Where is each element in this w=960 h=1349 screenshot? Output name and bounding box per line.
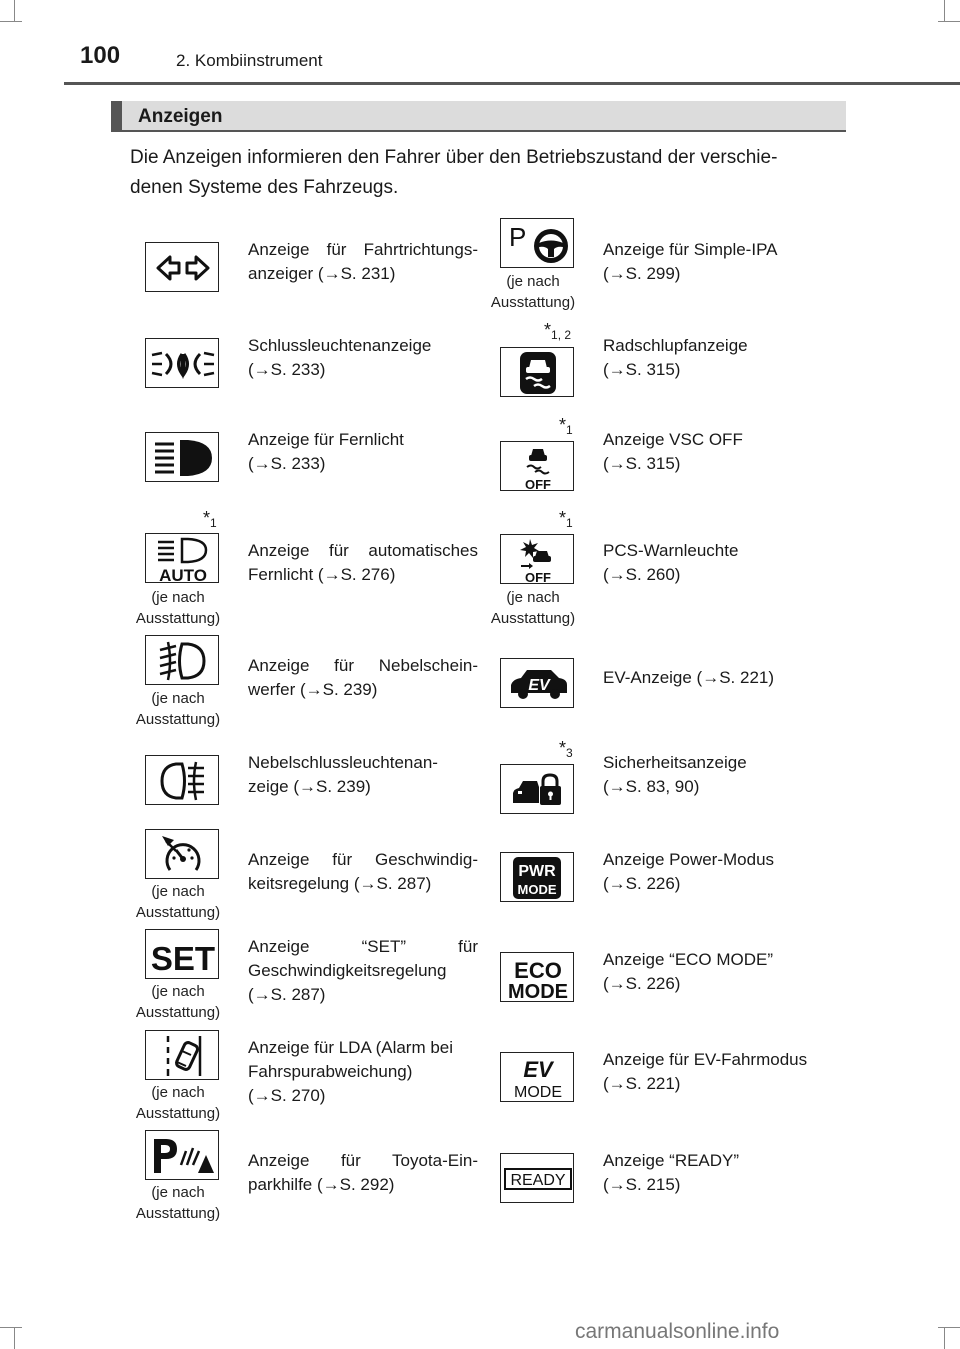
- header-divider: [64, 82, 960, 85]
- crop-mark: [944, 1327, 945, 1349]
- description-line: Geschwindigkeitsregelung: [248, 961, 447, 980]
- footnote-star: *: [203, 508, 211, 528]
- description-line: Sicherheitsanzeige: [603, 753, 747, 772]
- crop-mark: [944, 0, 945, 22]
- description-slip: [603, 334, 833, 382]
- crop-mark: [14, 0, 15, 22]
- lane-departure-icon: [145, 1030, 219, 1080]
- description-line: (→S. 315): [603, 454, 681, 473]
- description-line: (→S. 233): [248, 454, 326, 473]
- footnote-number: 3: [566, 746, 573, 760]
- description-ev: [603, 666, 833, 690]
- front-fog-light-icon: [145, 635, 219, 685]
- crop-mark: [938, 21, 960, 22]
- footnote-star: *: [544, 320, 552, 340]
- ev-label: EV: [528, 677, 550, 694]
- description-line: Schlussleuchtenanzeige: [248, 336, 432, 355]
- description-line: (→S. 221): [603, 1074, 681, 1093]
- description-line: anzeiger (→S. 231): [248, 264, 396, 283]
- availability-note: [483, 271, 583, 313]
- note-line: (je nach: [151, 883, 205, 900]
- footnote-number: 1: [566, 423, 573, 437]
- ready-label: READY: [510, 1172, 566, 1189]
- availability-note: [483, 587, 583, 629]
- description-line: PCS-Warnleuchte: [603, 541, 739, 560]
- description-line: parkhilfe (→S. 292): [248, 1175, 395, 1194]
- intro-paragraph: [130, 143, 850, 203]
- footnote-number: 1, 2: [551, 328, 572, 342]
- crop-mark: [14, 1327, 15, 1349]
- crop-mark: [938, 1327, 960, 1328]
- note-line: (je nach: [506, 273, 560, 290]
- tail-light-icon: [145, 338, 219, 388]
- description-front-fog: [248, 654, 478, 702]
- description-turn-signal: [248, 238, 478, 286]
- description-pcs: [603, 539, 833, 587]
- description-line: (→S. 315): [603, 360, 681, 379]
- page-number: 100: [80, 42, 121, 69]
- note-line: (je nach: [151, 983, 205, 1000]
- description-line: Fernlicht (→S. 276): [248, 565, 396, 584]
- high-beam-icon: [145, 432, 219, 482]
- security-indicator-icon: [500, 764, 574, 814]
- ev-indicator-icon: [500, 658, 574, 708]
- crop-mark: [0, 1327, 22, 1328]
- crop-mark: [0, 21, 22, 22]
- description-auto-high-beam: [248, 539, 478, 587]
- footnote-star: *: [559, 738, 567, 758]
- description-lda: [248, 1036, 478, 1108]
- availability-note: [128, 981, 228, 1023]
- note-line: Ausstattung): [135, 1004, 221, 1021]
- description-line: Nebelschlussleuchtenan-: [248, 753, 438, 772]
- note-line: Ausstattung): [135, 711, 221, 728]
- section-title: Anzeigen: [138, 106, 223, 127]
- description-line: Anzeige “READY”: [603, 1151, 740, 1170]
- description-line: Anzeige für Fernlicht: [248, 430, 404, 449]
- description-line: Anzeige für Simple-IPA: [603, 240, 778, 259]
- availability-note: [128, 587, 228, 629]
- description-line: (→S. 299): [603, 264, 681, 283]
- description-line: Anzeige “ECO MODE”: [603, 950, 774, 969]
- description-line: Radschlupfanzeige: [603, 336, 748, 355]
- description-eco-mode: [603, 948, 833, 996]
- description-ev-mode: [603, 1048, 833, 1096]
- description-line: Anzeige für Nebelschein-: [248, 656, 478, 675]
- footnote-marker: [559, 415, 573, 437]
- description-line: Anzeige für Geschwindig-: [248, 850, 478, 869]
- availability-note: [128, 1082, 228, 1124]
- description-security: [603, 751, 833, 799]
- availability-note: [128, 1182, 228, 1224]
- ready-icon: [500, 1153, 574, 1203]
- ev-label: EV: [523, 1057, 553, 1082]
- set-icon: [145, 929, 219, 979]
- description-ready: [603, 1149, 833, 1197]
- note-line: Ausstattung): [135, 610, 221, 627]
- footnote-star: *: [559, 415, 567, 435]
- description-rear-fog: [248, 751, 478, 799]
- availability-note: [128, 688, 228, 730]
- footnote-marker: [559, 738, 573, 760]
- description-line: zeige (→S. 239): [248, 777, 371, 796]
- description-line: Anzeige für automatisches: [248, 541, 478, 560]
- simple-ipa-icon: [500, 218, 574, 268]
- note-line: Ausstattung): [135, 904, 221, 921]
- description-line: EV-Anzeige (→S. 221): [603, 668, 775, 687]
- description-parking-assist: [248, 1149, 478, 1197]
- power-mode-icon: [500, 852, 574, 902]
- mode-label: MODE: [514, 1084, 562, 1101]
- description-line: (→S. 226): [603, 874, 681, 893]
- note-line: Ausstattung): [135, 1105, 221, 1122]
- pcs-warning-icon: [500, 534, 574, 584]
- off-label: OFF: [525, 477, 551, 492]
- watermark: carmanualsonline.info: [575, 1320, 780, 1343]
- description-line: Anzeige für Fahrtrichtungs-: [248, 240, 478, 259]
- footnote-star: *: [559, 508, 567, 528]
- description-line: (→S. 260): [603, 565, 681, 584]
- eco-mode-icon: [500, 952, 574, 1002]
- availability-note: [128, 881, 228, 923]
- footnote-marker: [559, 508, 573, 530]
- description-line: (→S. 215): [603, 1175, 681, 1194]
- mode-label: MODE: [508, 981, 568, 1003]
- description-line: Anzeige für LDA (Alarm bei: [248, 1038, 454, 1057]
- description-line: Fahrspurabweichung): [248, 1062, 413, 1081]
- description-line: Anzeige VSC OFF: [603, 430, 743, 449]
- description-line: (→S. 287): [248, 985, 326, 1004]
- footnote-marker: [203, 508, 217, 530]
- cruise-control-icon: [145, 829, 219, 879]
- note-line: (je nach: [506, 589, 560, 606]
- footnote-number: 1: [210, 516, 217, 530]
- description-line: Anzeige für EV-Fahrmodus: [603, 1050, 808, 1069]
- footnote-number: 1: [566, 516, 573, 530]
- set-label: SET: [150, 940, 216, 977]
- description-line: Anzeige “SET” für: [248, 937, 478, 956]
- mode-label: MODE: [517, 882, 557, 897]
- simple-ipa-p-label: P: [509, 222, 527, 252]
- description-line: werfer (→S. 239): [248, 680, 378, 699]
- description-line: Anzeige Power-Modus: [603, 850, 775, 869]
- eco-label: ECO: [514, 958, 562, 983]
- auto-label: AUTO: [159, 566, 207, 584]
- vsc-off-icon: [500, 441, 574, 491]
- description-power-mode: [603, 848, 833, 896]
- ev-mode-icon: [500, 1052, 574, 1102]
- note-line: (je nach: [151, 1084, 205, 1101]
- note-line: (je nach: [151, 690, 205, 707]
- description-line: Anzeige für Toyota-Ein-: [248, 1151, 478, 1170]
- description-tail-light: [248, 334, 478, 382]
- intro-line: Die Anzeigen informieren den Fahrer über den Betriebszustand der verschie-: [130, 147, 778, 168]
- slip-indicator-icon: [500, 347, 574, 397]
- turn-signal-icon: [145, 242, 219, 292]
- description-line: (→S. 270): [248, 1086, 326, 1105]
- description-cruise-control: [248, 848, 478, 896]
- description-line: (→S. 226): [603, 974, 681, 993]
- rear-fog-light-icon: [145, 755, 219, 805]
- off-label: OFF: [525, 570, 551, 585]
- description-line: (→S. 233): [248, 360, 326, 379]
- note-line: (je nach: [151, 589, 205, 606]
- auto-high-beam-icon: [145, 533, 219, 583]
- chapter-title: 2. Kombiinstrument: [176, 51, 323, 70]
- note-line: Ausstattung): [490, 294, 576, 311]
- description-high-beam: [248, 428, 478, 476]
- description-simple-ipa: [603, 238, 833, 286]
- description-vsc-off: [603, 428, 833, 476]
- description-line: (→S. 83, 90): [603, 777, 700, 796]
- footnote-marker: [544, 320, 571, 342]
- section-header: [111, 101, 846, 132]
- note-line: Ausstattung): [490, 610, 576, 627]
- description-set: [248, 935, 478, 1007]
- note-line: (je nach: [151, 1184, 205, 1201]
- pwr-label: PWR: [518, 863, 556, 880]
- description-line: keitsregelung (→S. 287): [248, 874, 432, 893]
- note-line: Ausstattung): [135, 1205, 221, 1222]
- parking-assist-icon: [145, 1130, 219, 1180]
- intro-line: denen Systeme des Fahrzeugs.: [130, 177, 399, 198]
